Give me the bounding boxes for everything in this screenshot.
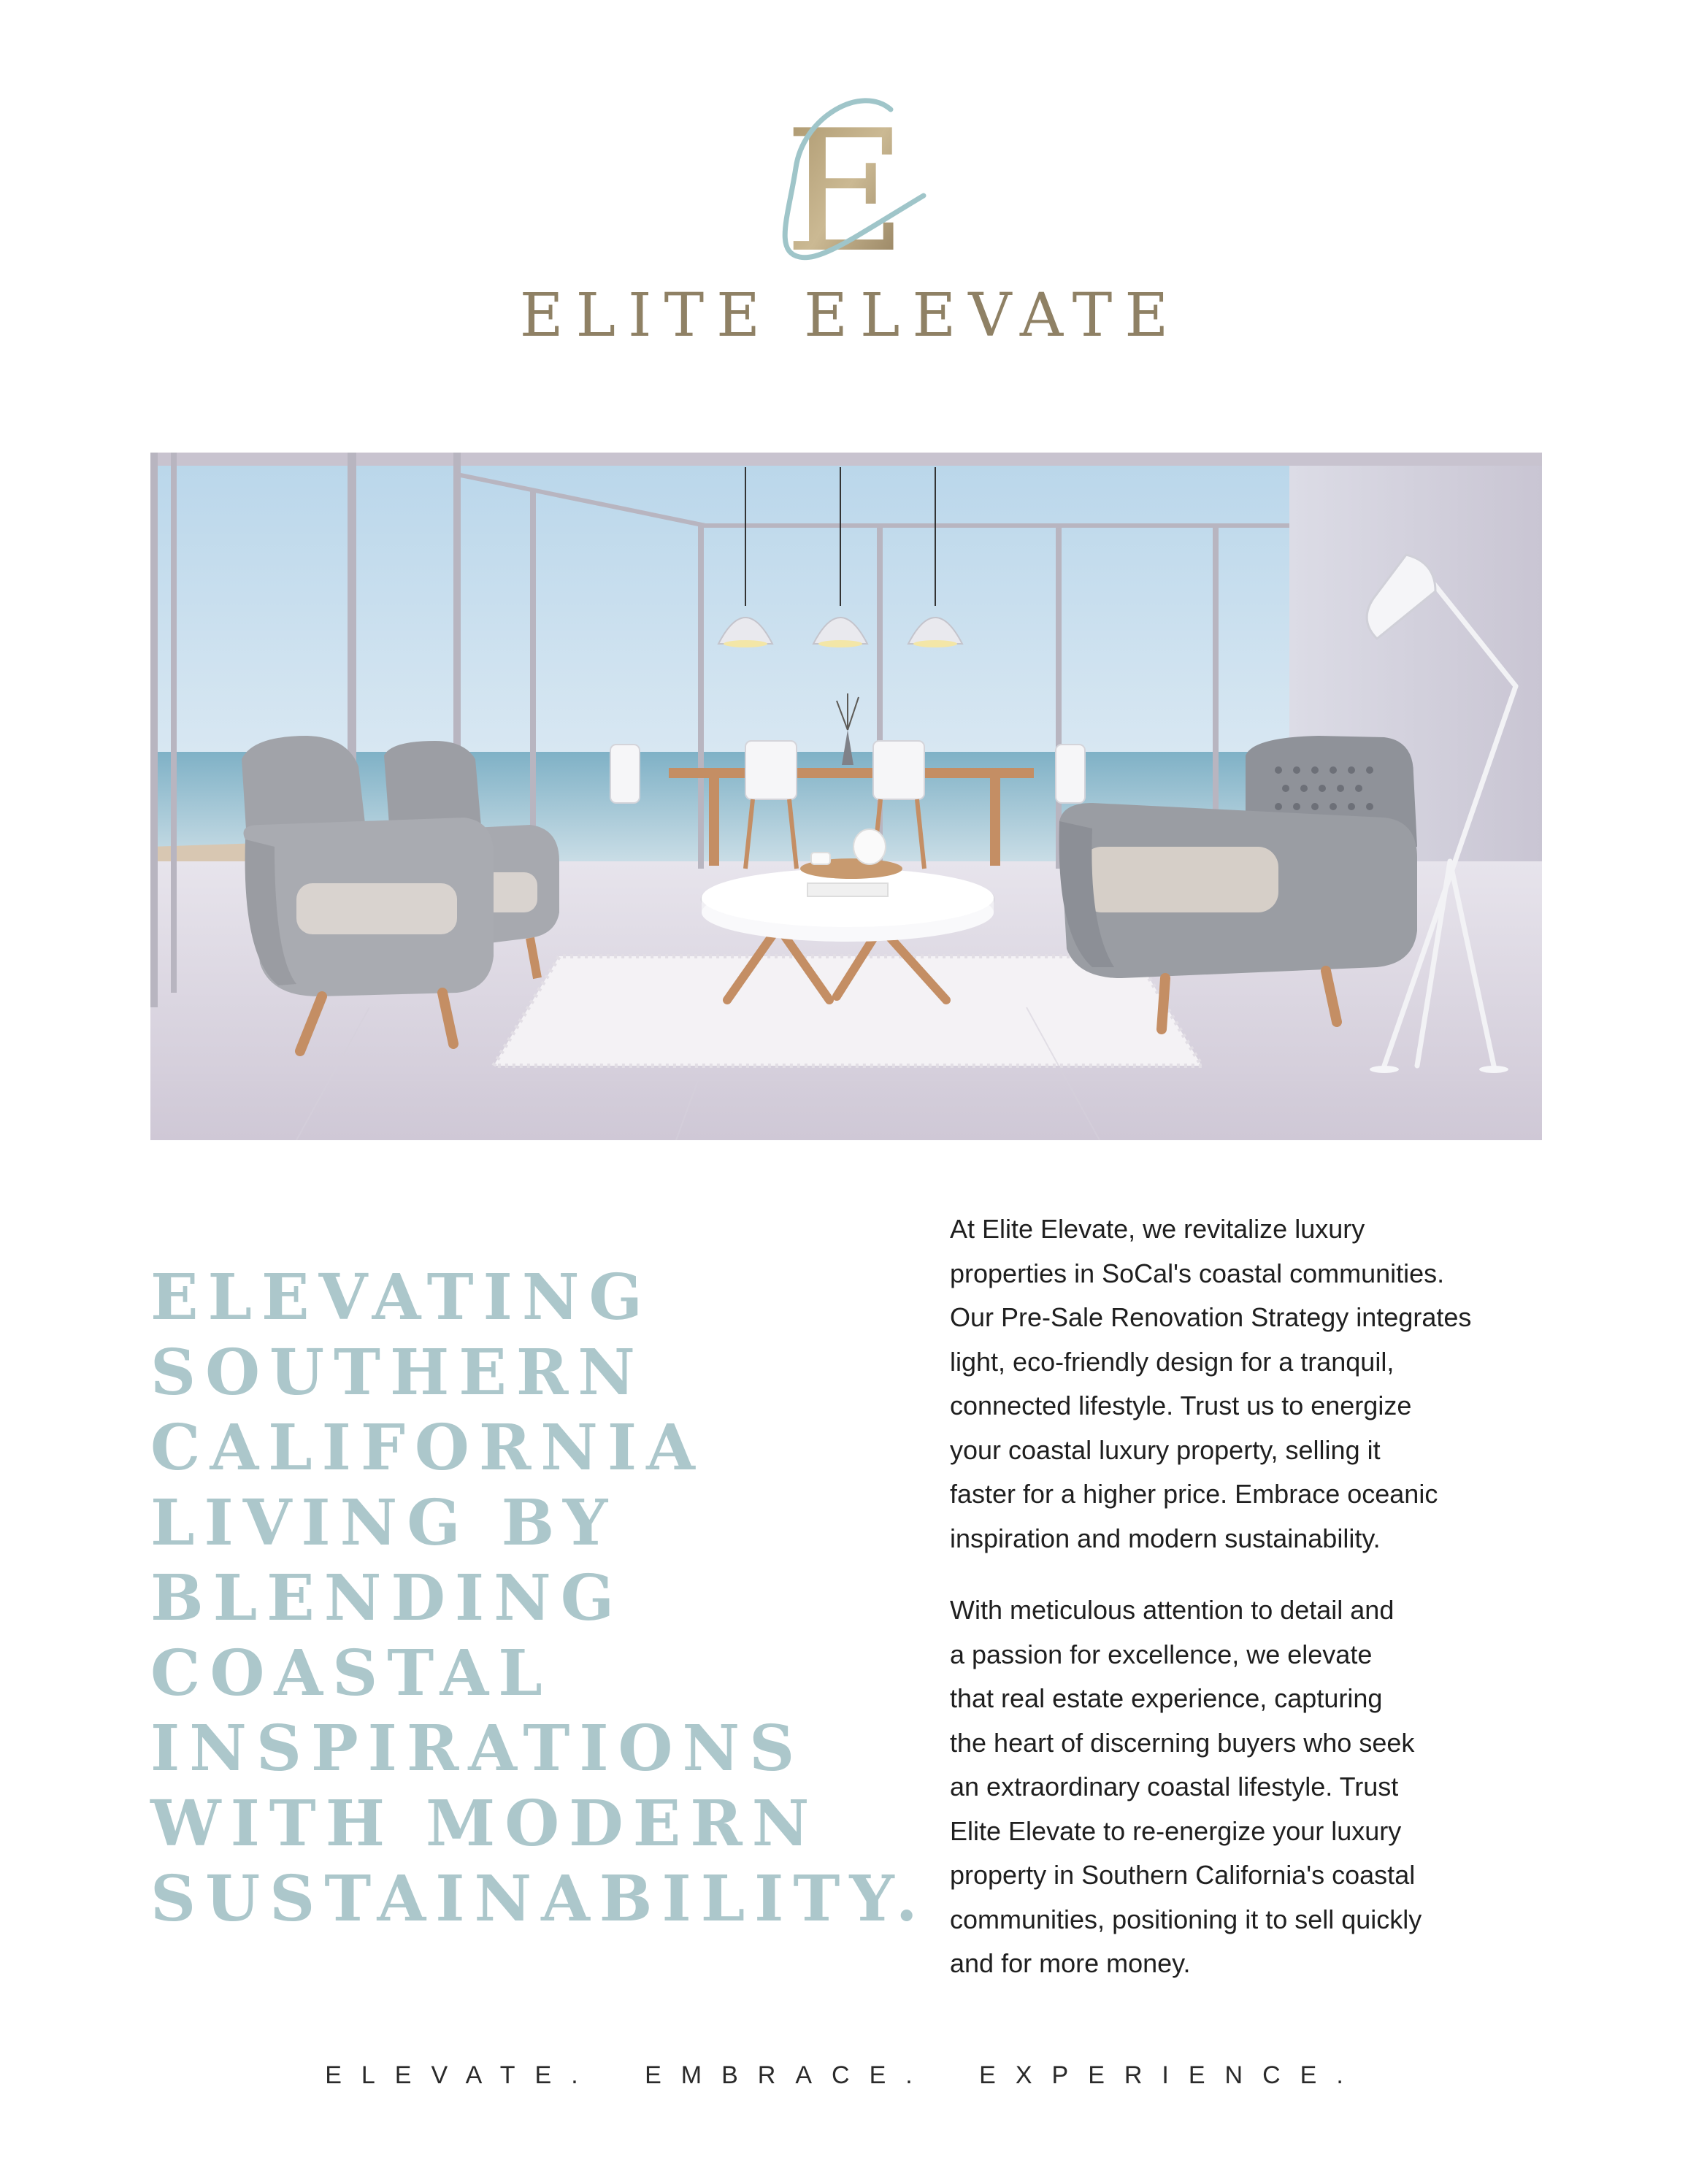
body-line: that real estate experience, capturing	[950, 1683, 1383, 1713]
body-line: connected lifestyle. Trust us to energize	[950, 1391, 1412, 1420]
body-line: property in Southern California's coastal	[950, 1860, 1416, 1890]
headline-line: INSPIRATIONS	[150, 1712, 805, 1785]
tagline-word-experience: EXPERIENCE.	[979, 2061, 1363, 2089]
body-line: the heart of discerning buyers who seek	[950, 1727, 1415, 1758]
headline	[150, 1260, 927, 1937]
headline-line: COASTAL	[150, 1637, 552, 1710]
body-line: a passion for excellence, we elevate	[950, 1639, 1373, 1669]
headline-line: CALIFORNIA	[150, 1411, 705, 1485]
tagline-word-elevate: ELEVATE.	[325, 2061, 598, 2089]
body-line: an extraordinary coastal lifestyle. Trust	[950, 1772, 1399, 1802]
body-copy	[950, 1207, 1556, 2014]
headline-line: SOUTHERN	[150, 1336, 645, 1410]
body-line: inspiration and modern sustainability.	[950, 1523, 1381, 1553]
tagline-word-embrace: EMBRACE.	[645, 2061, 932, 2089]
svg-text:E: E	[784, 95, 907, 270]
headline-line: WITH MODERN	[150, 1787, 819, 1861]
tagline	[0, 2063, 1688, 2088]
body-line: Elite Elevate to re-energize your luxury	[950, 1815, 1402, 1846]
body-paragraph-1	[950, 1207, 1556, 1561]
body-line: and for more money.	[950, 1948, 1191, 1978]
body-line: At Elite Elevate, we revitalize luxury	[950, 1214, 1365, 1244]
body-line: Our Pre-Sale Renovation Strategy integrates	[950, 1302, 1472, 1332]
body-line: properties in SoCal's coastal communities.	[950, 1258, 1445, 1288]
brand-monogram-logo	[752, 88, 935, 270]
headline-line: ELEVATING	[150, 1261, 652, 1334]
body-paragraph-2	[950, 1588, 1556, 1986]
body-line: With meticulous attention to detail and	[950, 1595, 1394, 1625]
hero-image	[150, 453, 1542, 1140]
headline-line: SUSTAINABILITY.	[150, 1862, 927, 1936]
body-line: light, eco-friendly design for a tranquil,	[950, 1346, 1394, 1377]
body-line: faster for a higher price. Embrace oceanic	[950, 1479, 1438, 1509]
headline-line: LIVING BY	[150, 1486, 618, 1560]
headline-line: BLENDING	[150, 1561, 624, 1635]
brand-name: ELITE ELEVATE	[519, 281, 1181, 350]
body-line: your coastal luxury property, selling it	[950, 1434, 1381, 1465]
body-line: communities, positioning it to sell quickly	[950, 1904, 1422, 1934]
